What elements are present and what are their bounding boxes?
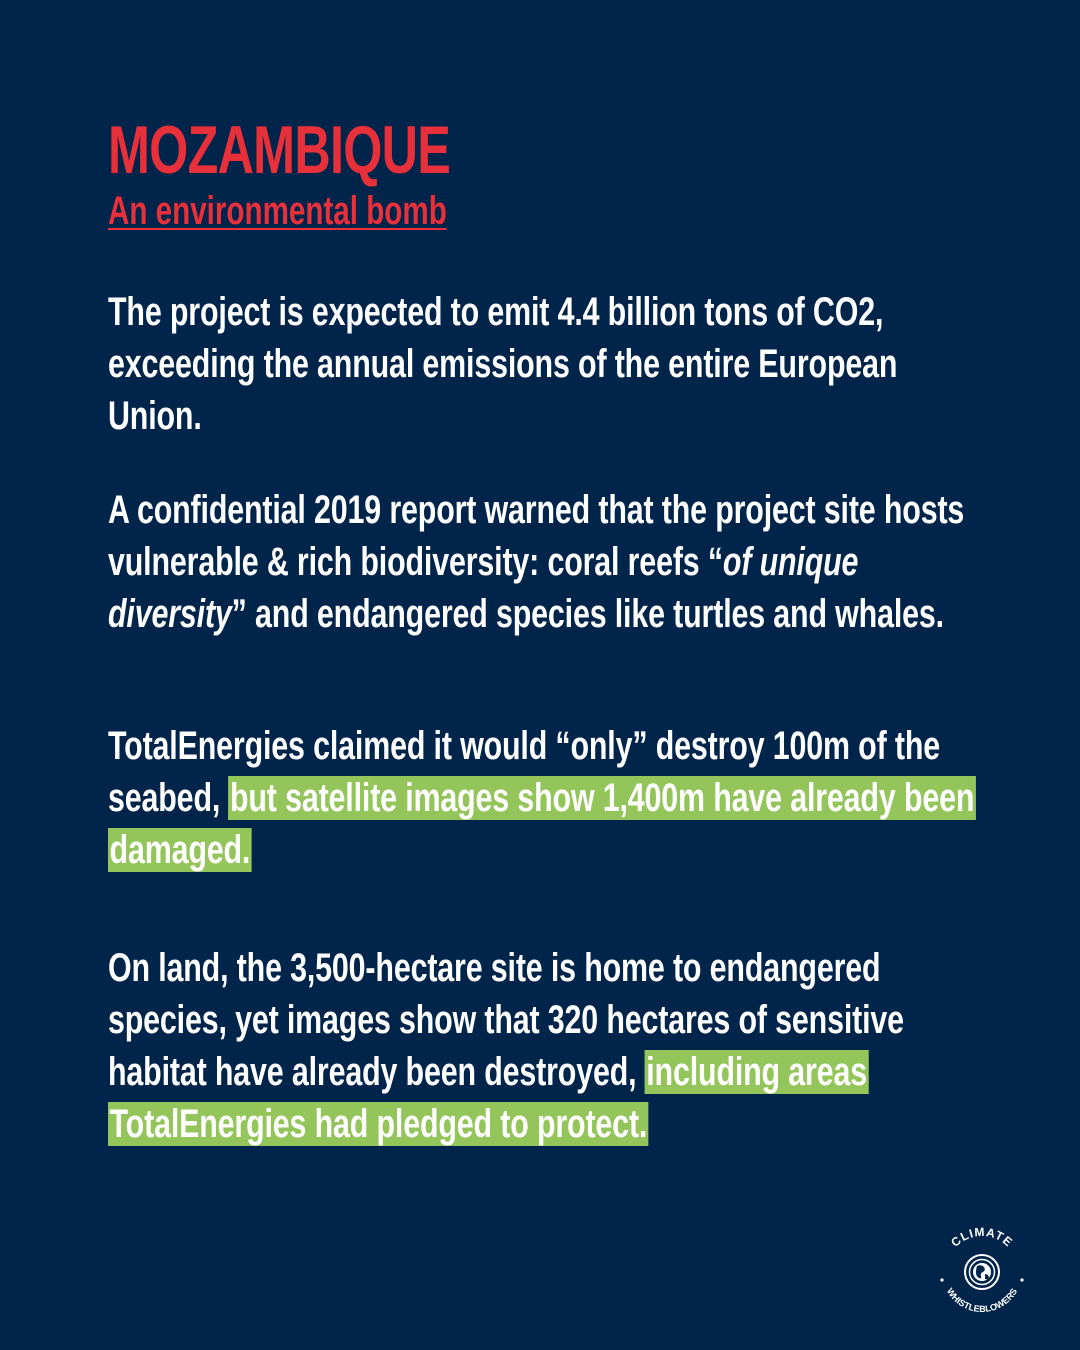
- quote-italic: of unique diversity: [108, 540, 859, 636]
- logo-dot-right: [1020, 1278, 1023, 1281]
- paragraph-land: [108, 942, 984, 1150]
- highlight-seabed-damage: but satellite images show 1,400m have already been damaged.: [109, 776, 975, 872]
- paragraph-biodiversity-text-start: A confidential 2019 report warned that the project site hosts vulnerable & rich biodiversity: coral reefs “: [108, 488, 965, 584]
- paragraph-seabed-text: TotalEnergies claimed it would “only” destroy 100m of the seabed,: [108, 724, 941, 820]
- logo-text-top: [948, 1225, 1016, 1250]
- logo-dot-left: [940, 1278, 943, 1281]
- paragraph-biodiversity: [108, 484, 984, 640]
- paragraph-seabed: [108, 720, 984, 876]
- paragraph-land-text: On land, the 3,500-hectare site is home to endangered species, yet images show that 320 hectares of sensitive habitat have already been destroyed,: [108, 946, 904, 1094]
- logo-text-bottom-path: WHISTLEBLOWERS: [944, 1286, 1020, 1315]
- climate-whistleblowers-logo: [932, 1222, 1032, 1322]
- page-subtitle: An environmental bomb: [108, 189, 447, 233]
- paragraph-emissions: The project is expected to emit 4.4 billion tons of CO2, exceeding the annual emissions of the entire European Union.: [108, 290, 898, 438]
- paragraph-biodiversity-text-end: ” and endangered species like turtles and whales.: [231, 592, 944, 636]
- main-content: [108, 112, 988, 1146]
- logo-text-top-path: CLIMATE: [948, 1224, 1016, 1250]
- page-title: MOZAMBIQUE: [108, 112, 451, 188]
- logo-text-bottom: [945, 1286, 1019, 1314]
- highlight-protected-areas: including areas TotalEnergies had pledged to protect.: [109, 1050, 867, 1146]
- globe-icon: [965, 1255, 999, 1289]
